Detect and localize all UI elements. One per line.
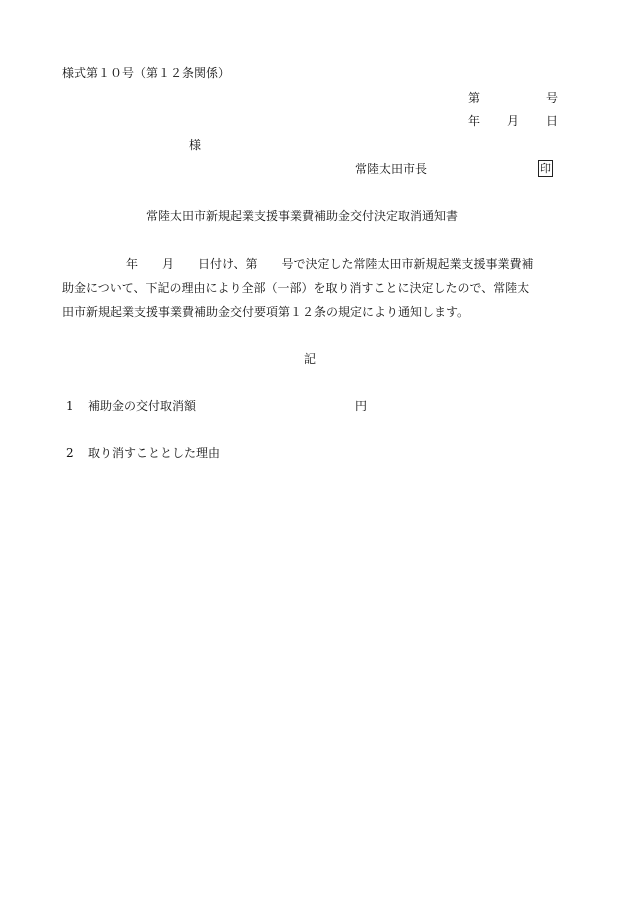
body-line-1: 年 月 日付け、第 号で決定した常陸太田市新規起業支援事業費補 [126,257,534,271]
ki-heading: 記 [304,352,317,366]
seal-mark: 印 [540,162,551,175]
form-header: 様式第１０号（第１２条関係） [62,66,231,80]
item-1-label: 補助金の交付取消額 [88,399,197,413]
date-month: 月 [507,114,520,128]
issuer-title: 常陸太田市長 [355,162,428,176]
date-day: 日 [546,114,559,128]
date-year: 年 [468,114,481,128]
item-1-number: 1 [66,399,74,413]
addressee-honorific: 様 [189,138,202,152]
body-line-2: 助金について、下記の理由により全部（一部）を取り消すことに決定したので、常陸太 [62,281,530,295]
item-2-label: 取り消すこととした理由 [88,446,221,460]
body-line-3: 田市新規起業支援事業費補助金交付要項第１２条の規定により通知します。 [62,305,470,319]
doc-number-prefix: 第 [468,91,481,105]
item-2-number: 2 [66,446,74,460]
item-1-unit: 円 [355,399,368,413]
document-title: 常陸太田市新規起業支援事業費補助金交付決定取消通知書 [146,209,459,223]
doc-number-suffix: 号 [546,91,559,105]
